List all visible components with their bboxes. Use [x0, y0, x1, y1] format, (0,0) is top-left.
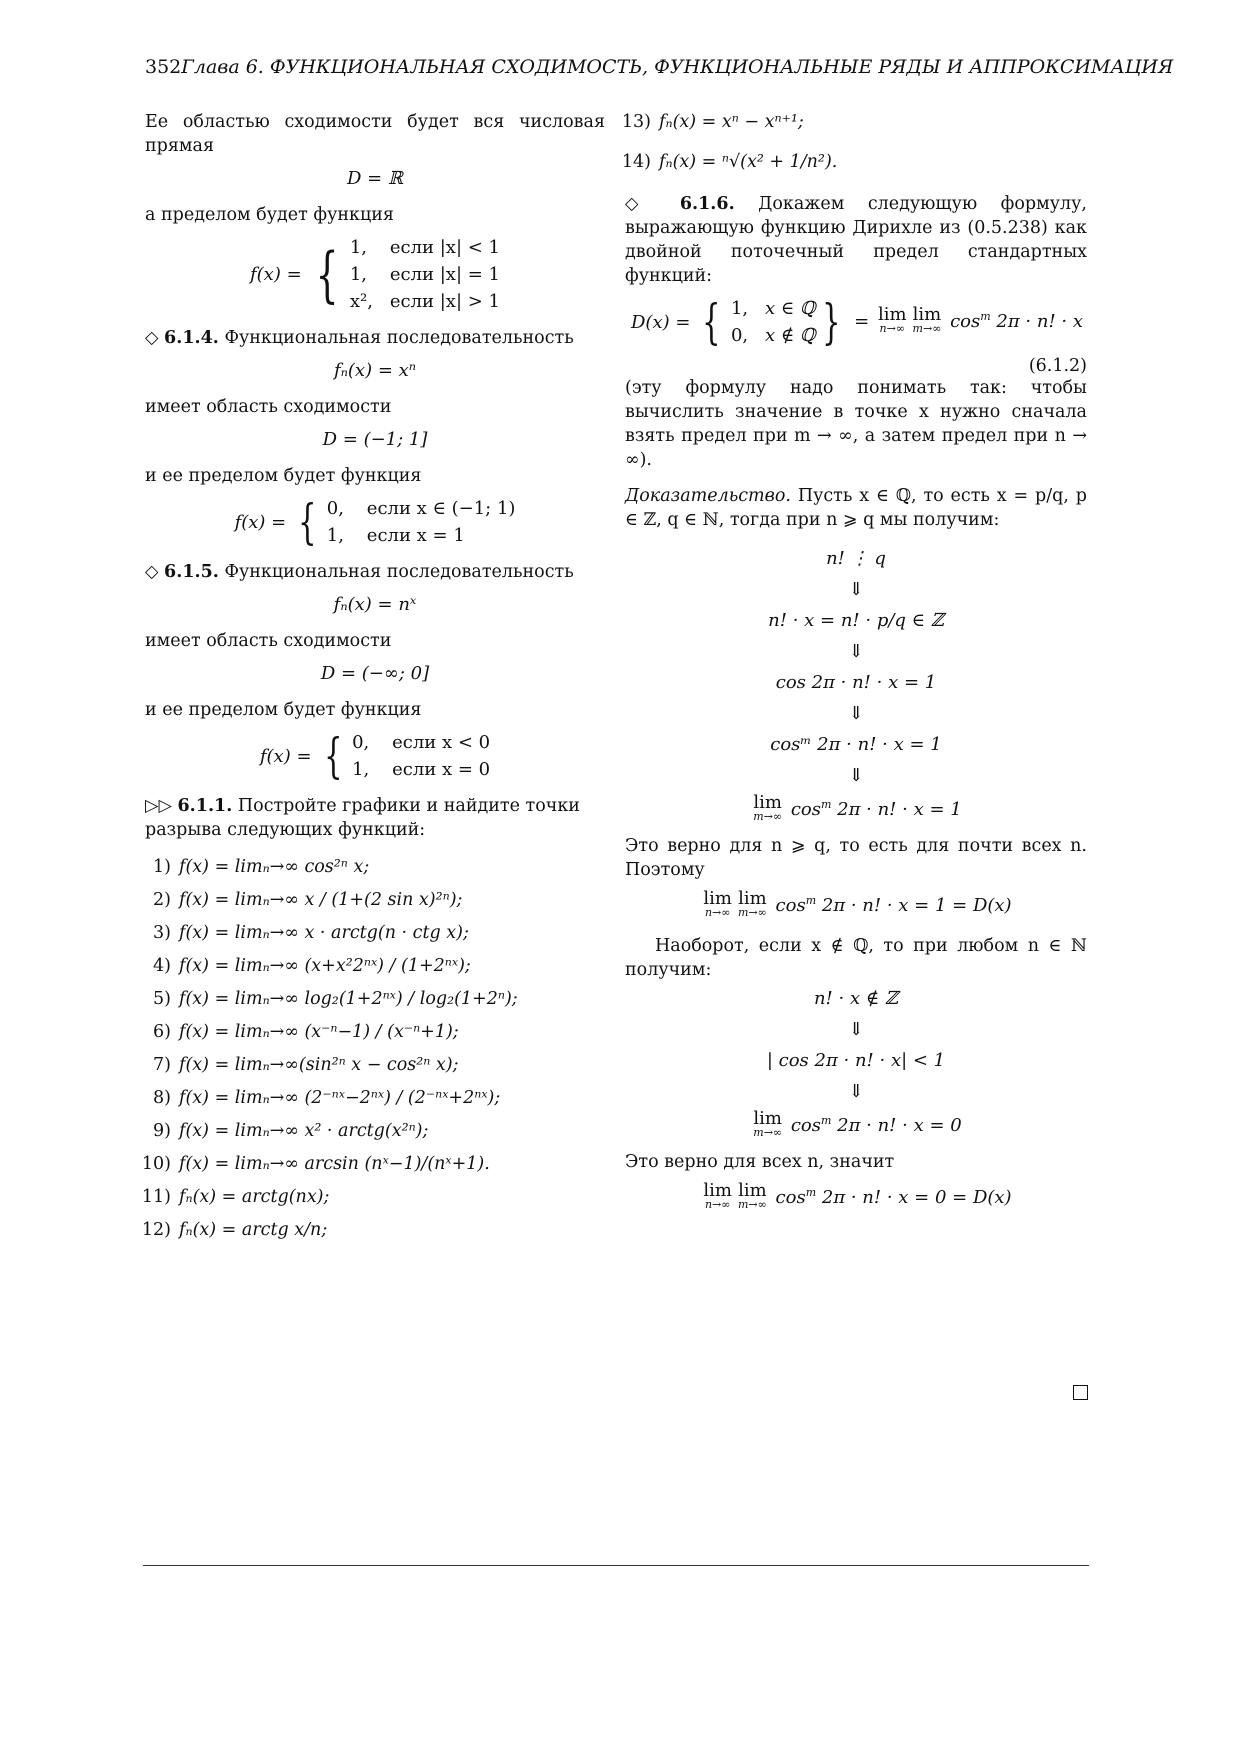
- case-condition: x ∉ ℚ: [764, 325, 816, 346]
- item-number: 12): [141, 1219, 171, 1240]
- equation-number: (6.1.2): [1028, 356, 1087, 376]
- section-6-1-4: [145, 326, 605, 350]
- case-value: 1,: [349, 264, 368, 285]
- piecewise-limit-2: [145, 494, 605, 550]
- exercise-list-continued: [615, 102, 1087, 182]
- convergence-text: имеет область сходимости: [145, 397, 392, 417]
- limit-subscript: m→∞: [753, 1126, 783, 1139]
- convergence-text: имеет область сходимости: [145, 631, 392, 651]
- implication-chain-2: [625, 988, 1087, 1140]
- left-brace-icon: {: [323, 728, 342, 784]
- item-formula: f(x) = limₙ→∞ x · arctg(n · ctg x);: [179, 922, 469, 943]
- diamond-icon: ◇: [145, 562, 159, 582]
- case-condition: если |x| > 1: [389, 291, 500, 312]
- exercise-text: Постройте графики и найдите точки разрыва следующих функций:: [145, 796, 580, 840]
- result-formula-1: lim n→∞ lim m→∞ $\cos^m 2\pi \cdot n$! · x = 1 = D(x): [703, 888, 1012, 919]
- case-value: 1,: [326, 525, 344, 546]
- item-formula: f(x) = limₙ→∞ cos²ⁿ x;: [179, 856, 370, 877]
- piecewise-lhs: f(x) =: [249, 264, 302, 285]
- sequence-formula: fₙ(x) = nˣ: [333, 594, 417, 615]
- page-header: [145, 56, 1185, 78]
- item-formula: fₙ(x) = ⁿ√(x² + 1/n²).: [659, 152, 838, 172]
- dirichlet-lhs: D(x) =: [631, 311, 691, 333]
- case-condition: если |x| < 1: [389, 237, 500, 258]
- list-item: [135, 1213, 605, 1246]
- limit-intro: и ее пределом будет функция: [145, 466, 422, 486]
- list-item: [135, 1180, 605, 1213]
- section-text: Функциональная последовательность: [224, 562, 574, 582]
- exercise-list: [135, 850, 605, 1246]
- case-condition: если x = 0: [392, 759, 491, 780]
- list-item: [135, 883, 605, 916]
- item-number: 10): [141, 1153, 171, 1174]
- domain-all-formula: D = ℝ: [347, 168, 403, 189]
- list-item: [135, 916, 605, 949]
- item-formula: f(x) = limₙ→∞ x² · arctg(x²ⁿ);: [179, 1120, 429, 1141]
- case-value: 1,: [730, 298, 749, 319]
- double-down-arrow-icon: ⇓: [848, 765, 864, 786]
- dirichlet-formula: [631, 294, 1087, 350]
- left-column: [141, 110, 605, 1246]
- case-value: 0,: [326, 498, 344, 519]
- item-formula: f(x) = limₙ→∞ arcsin (nˣ−1)/(nˣ+1).: [179, 1153, 490, 1174]
- list-item: [615, 142, 1087, 182]
- proof-paragraph: [625, 484, 1087, 532]
- page-number: 352: [145, 56, 182, 78]
- diamond-icon: ◇: [625, 194, 657, 214]
- section-6-1-6: [625, 192, 1087, 288]
- double-down-arrow-icon: ⇓: [848, 641, 864, 662]
- piecewise-limit-1: [145, 237, 605, 312]
- left-brace-icon: {: [298, 494, 317, 550]
- chain-step: n! · x ∉ ℤ: [813, 988, 899, 1009]
- double-down-arrow-icon: ⇓: [848, 1081, 864, 1102]
- true-for-text-2: Это верно для всех n, значит: [625, 1152, 895, 1172]
- list-item: [135, 1048, 605, 1081]
- left-brace-icon: {: [702, 294, 721, 350]
- piecewise-lhs: f(x) =: [259, 745, 312, 767]
- list-item: [615, 102, 1087, 142]
- sequence-formula: fₙ(x) = xⁿ: [333, 360, 417, 381]
- remark-text: (эту формулу надо понимать так: чтобы вычислить значение в точке x нужно сначала взять предел при m → ∞, а затем предел при n → ∞).: [625, 378, 1087, 470]
- result-formula-2: lim n→∞ lim m→∞ $\cos^m 2\pi \cdot n$! · x = 0 = D(x): [703, 1180, 1012, 1211]
- section-text: Докажем следующую формулу, выражающую функцию Дирихле из (0.5.238) как двойной поточечный предел стандартных функций:: [625, 194, 1087, 286]
- limit-intro: а пределом будет функция: [145, 205, 394, 225]
- item-number: 3): [153, 922, 171, 943]
- limit-intro: и ее пределом будет функция: [145, 700, 422, 720]
- domain-formula: D = (−1; 1]: [322, 429, 428, 450]
- qed-square-icon: [1073, 1385, 1088, 1400]
- list-item: [135, 850, 605, 883]
- list-item: [135, 1015, 605, 1048]
- case-value: 1,: [349, 237, 368, 258]
- item-formula: f(x) = limₙ→∞ log₂(1+2ⁿˣ) / log₂(1+2ⁿ);: [179, 988, 518, 1009]
- item-formula: f(x) = limₙ→∞(sin²ⁿ x − cos²ⁿ x);: [179, 1054, 459, 1075]
- chain-step: n! · x = n! · p/q ∈ ℤ: [768, 610, 944, 631]
- double-triangle-icon: ▷▷: [145, 796, 172, 816]
- limit-subscript: m→∞: [753, 810, 783, 823]
- case-condition: если |x| = 1: [389, 264, 500, 285]
- exercise-6-1-1: [145, 794, 605, 842]
- case-condition: если x < 0: [392, 732, 491, 753]
- diamond-icon: ◇: [145, 328, 159, 348]
- case-condition: x ∈ ℚ: [764, 298, 816, 319]
- double-down-arrow-icon: ⇓: [848, 703, 864, 724]
- item-number: 1): [153, 856, 171, 877]
- limit-subscript: n→∞: [879, 322, 905, 335]
- chapter-title: Глава 6. ФУНКЦИОНАЛЬНАЯ СХОДИМОСТЬ, ФУНКЦИОНАЛЬНЫЕ РЯДЫ И АППРОКСИМАЦИЯ: [181, 56, 1174, 78]
- proof-text: Пусть x ∈ ℚ, то есть x = p/q, p ∈ ℤ, q ∈ ℕ, тогда при n ⩾ q мы получим:: [625, 486, 1087, 530]
- intro-text: Ее областью сходимости будет вся числовая прямая: [145, 112, 605, 156]
- item-number: 4): [153, 955, 171, 976]
- piecewise-limit-3: [145, 728, 605, 784]
- chain-step: cos 2π · n! · x = 1: [775, 672, 937, 693]
- domain-formula: D = (−∞; 0]: [320, 663, 430, 684]
- chain-step: lim m→∞ $\cos^m 2\pi \cdot n$! · x = 1: [753, 792, 962, 823]
- list-item: [135, 1114, 605, 1147]
- list-item: [135, 1147, 605, 1180]
- chain-step: cosᵐ 2π · n! · x = 1: [770, 734, 942, 755]
- dirichlet-rhs: = lim n→∞ lim m→∞ $\cos^m 2\pi \cdot n$! · x: [854, 304, 1083, 335]
- limit-subscript: n→∞: [704, 906, 731, 919]
- case-condition: если x ∈ (−1; 1): [366, 498, 516, 519]
- limit-subscript: m→∞: [738, 1198, 767, 1211]
- right-brace-icon: }: [821, 294, 841, 350]
- piecewise-lhs: f(x) =: [234, 511, 287, 533]
- section-6-1-5: [145, 560, 605, 584]
- limit-subscript: n→∞: [704, 1198, 731, 1211]
- chain-step: | cos 2π · n! · x| < 1: [766, 1050, 946, 1071]
- section-number: 6.1.4.: [164, 328, 219, 348]
- section-number: 6.1.5.: [164, 562, 219, 582]
- case-value: x²,: [349, 291, 373, 312]
- item-formula: f(x) = limₙ→∞ x / (1+(2 sin x)²ⁿ);: [179, 889, 463, 910]
- left-brace-icon: {: [315, 239, 339, 310]
- item-number: 5): [153, 988, 171, 1009]
- case-condition: если x = 1: [366, 525, 465, 546]
- case-value: 0,: [730, 325, 749, 346]
- proof-label: Доказательство.: [625, 486, 791, 506]
- right-column: [621, 110, 1087, 1226]
- item-number: 2): [153, 889, 171, 910]
- case-value: 0,: [352, 732, 370, 753]
- double-down-arrow-icon: ⇓: [848, 579, 864, 600]
- footer-rule: [143, 1565, 1089, 1566]
- item-formula: f(x) = limₙ→∞ (x⁻ⁿ−1) / (x⁻ⁿ+1);: [179, 1021, 459, 1042]
- chain-step: lim m→∞ $\cos^m 2\pi \cdot n$! · x = 0: [753, 1108, 962, 1139]
- item-formula: fₙ(x) = arctg x/n;: [179, 1219, 328, 1240]
- item-number: 6): [153, 1021, 171, 1042]
- item-number: 14): [621, 152, 651, 172]
- exercise-number: 6.1.1.: [177, 796, 233, 816]
- limit-subscript: m→∞: [912, 322, 942, 335]
- implication-chain-1: [625, 548, 1087, 824]
- converse-text: Наоборот, если x ∉ ℚ, то при любом n ∈ ℕ получим:: [625, 936, 1087, 980]
- list-item: [135, 982, 605, 1015]
- section-text: Функциональная последовательность: [224, 328, 574, 348]
- item-formula: f(x) = limₙ→∞ (2⁻ⁿˣ−2ⁿˣ) / (2⁻ⁿˣ+2ⁿˣ);: [179, 1087, 501, 1108]
- item-formula: f(x) = limₙ→∞ (x+x²2ⁿˣ) / (1+2ⁿˣ);: [179, 955, 471, 976]
- list-item: [135, 949, 605, 982]
- item-formula: fₙ(x) = xⁿ − xⁿ⁺¹;: [659, 112, 804, 132]
- limit-subscript: m→∞: [738, 906, 767, 919]
- true-for-text-1: Это верно для n ⩾ q, то есть для почти всех n. Поэтому: [625, 836, 1087, 880]
- item-number: 9): [153, 1120, 171, 1141]
- list-item: [135, 1081, 605, 1114]
- item-number: 7): [153, 1054, 171, 1075]
- chain-step: n! ⋮ q: [826, 548, 886, 569]
- item-number: 8): [153, 1087, 171, 1108]
- item-formula: fₙ(x) = arctg(nx);: [179, 1186, 330, 1207]
- case-value: 1,: [352, 759, 370, 780]
- double-down-arrow-icon: ⇓: [848, 1019, 864, 1040]
- item-number: 13): [621, 112, 651, 132]
- item-number: 11): [141, 1186, 171, 1207]
- section-number: 6.1.6.: [679, 194, 735, 214]
